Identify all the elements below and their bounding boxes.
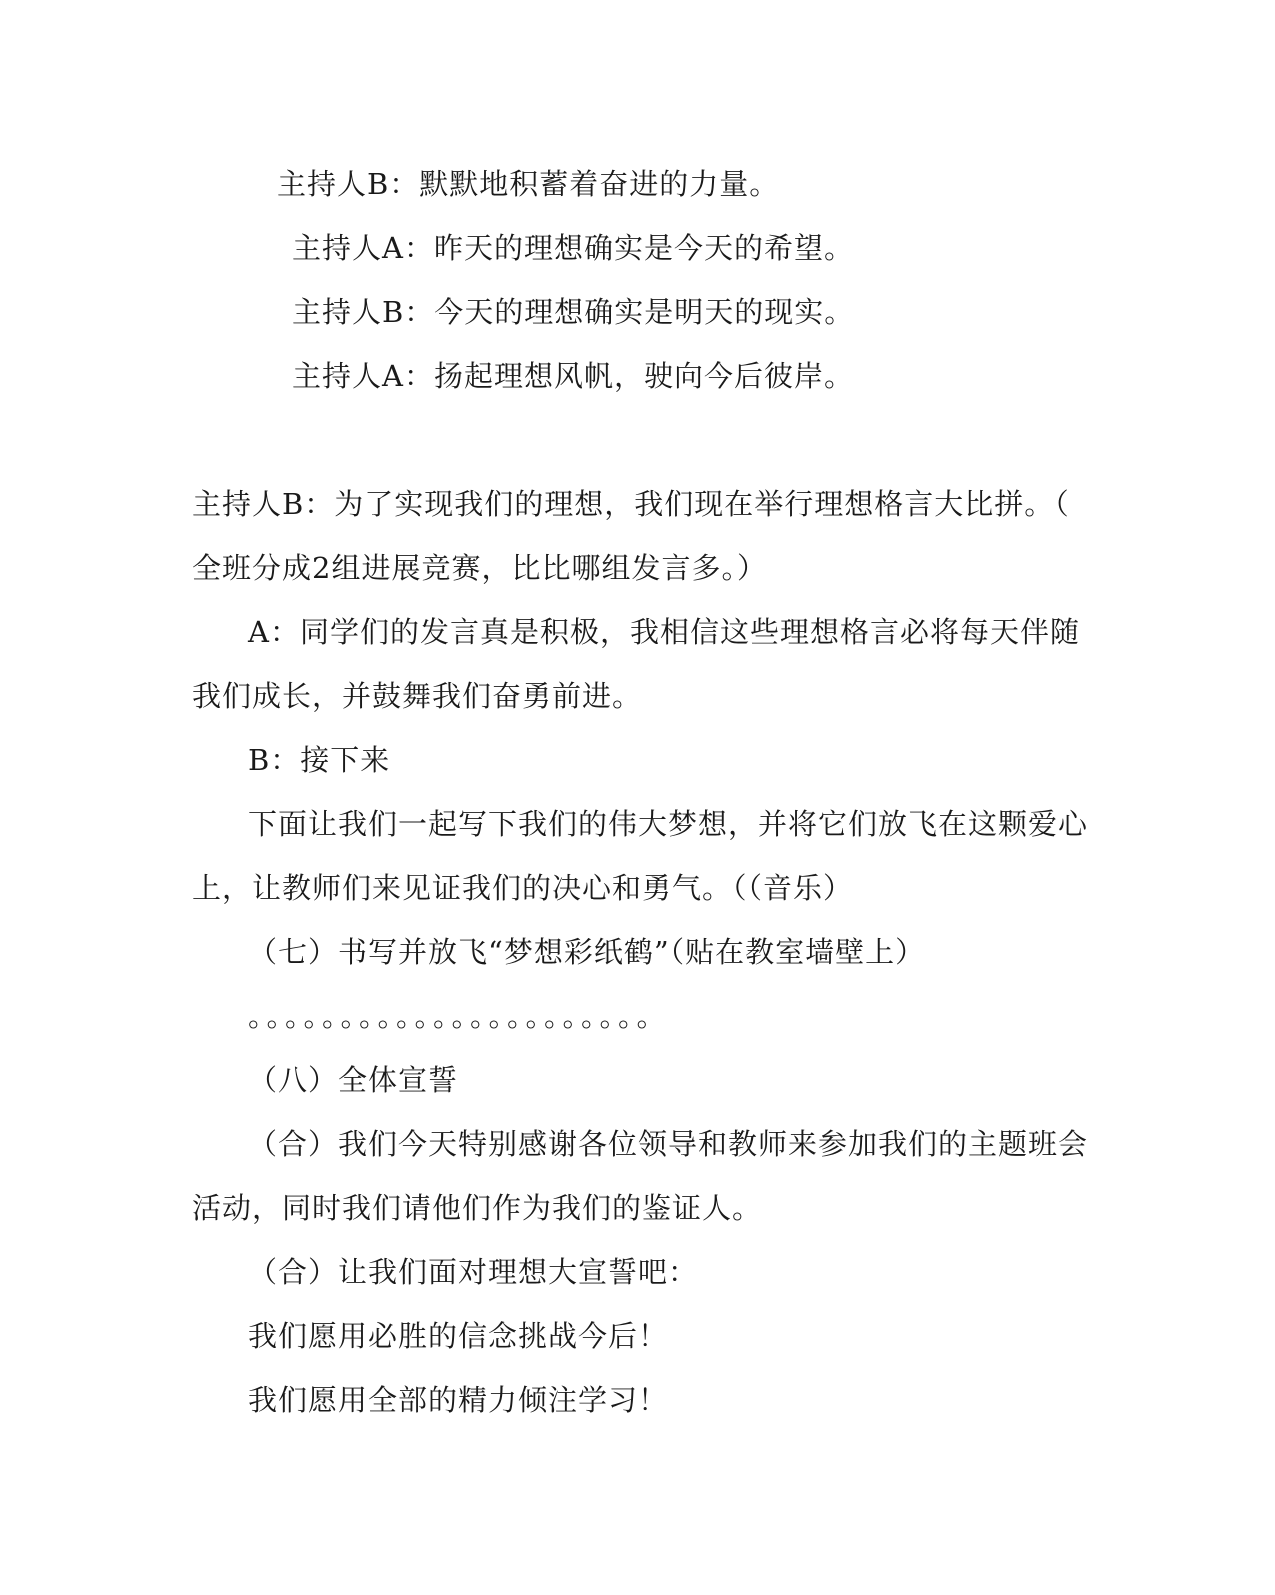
thanks-paragraph: （合）我们今天特别感谢各位领导和教师来参加我们的主题班会	[248, 1127, 1089, 1161]
oath-line-2: 我们愿用全部的精力倾注学习！	[248, 1383, 669, 1417]
section-eight-heading: （八）全体宣誓	[248, 1063, 459, 1097]
oath-line-1: 我们愿用必胜的信念挑战今后！	[248, 1319, 669, 1353]
host-a-line-2: 主持人A：扬起理想风帆，驶向今后彼岸。	[292, 359, 854, 393]
ellipsis-dots: 。。。。。。。。。。。。。。。。。。。。。。	[248, 999, 670, 1033]
host-b-motto-intro: 主持人B：为了实现我们的理想，我们现在举行理想格言大比拼。（	[192, 487, 1070, 521]
thanks-paragraph-cont: 活动，同时我们请他们作为我们的鉴证人。	[192, 1191, 763, 1225]
host-a-line-1: 主持人A：昨天的理想确实是今天的希望。	[292, 231, 854, 265]
dream-paragraph-cont: 上，让教师们来见证我们的决心和勇气。（（音乐）	[192, 871, 854, 905]
a-comment-cont: 我们成长，并鼓舞我们奋勇前进。	[192, 679, 643, 713]
host-b-line-2: 主持人B：今天的理想确实是明天的现实。	[292, 295, 855, 329]
b-next: B：接下来	[248, 743, 391, 777]
host-b-line-1: 主持人B：默默地积蓄着奋进的力量。	[277, 167, 780, 201]
dream-paragraph: 下面让我们一起写下我们的伟大梦想，并将它们放飞在这颗爱心	[248, 807, 1089, 841]
oath-intro: （合）让我们面对理想大宣誓吧：	[248, 1255, 699, 1289]
a-comment: A：同学们的发言真是积极，我相信这些理想格言必将每天伴随	[248, 615, 1080, 649]
section-seven-heading: （七）书写并放飞“梦想彩纸鹤”（贴在教室墙壁上）	[248, 935, 926, 969]
host-b-motto-intro-cont: 全班分成2组进展竞赛，比比哪组发言多。）	[192, 551, 767, 585]
